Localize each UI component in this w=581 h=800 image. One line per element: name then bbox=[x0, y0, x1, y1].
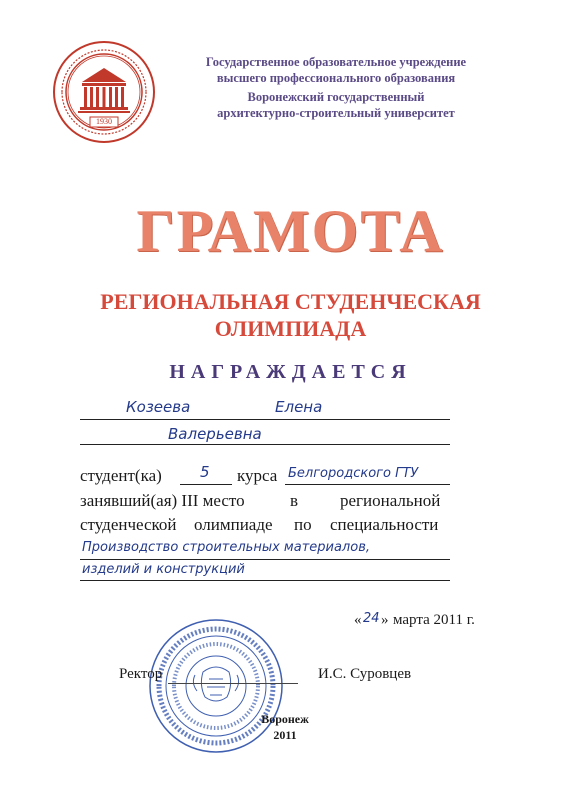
name-underline-2 bbox=[80, 444, 450, 445]
header-line-3: Воронежский государственный bbox=[247, 90, 425, 104]
place-text-regional: региональной bbox=[340, 491, 441, 510]
signature-line bbox=[168, 683, 298, 684]
olympiad-text-olympiad: олимпиаде bbox=[194, 515, 273, 534]
header-line-2: высшего профессионального образования bbox=[216, 71, 456, 85]
university-underline bbox=[285, 484, 450, 485]
university-name: Белгородского ГТУ bbox=[288, 466, 419, 481]
name-underline-1 bbox=[80, 419, 450, 420]
course-underline bbox=[180, 484, 232, 485]
specialty-line-1: Производство строительных материалов, bbox=[82, 540, 370, 555]
university-emblem-icon bbox=[52, 40, 156, 144]
date-open-quote: « bbox=[354, 612, 362, 628]
recipient-first-name: Елена bbox=[275, 398, 323, 416]
specialty-line-2: изделий и конструкций bbox=[82, 562, 245, 577]
course-label: курса bbox=[237, 466, 278, 485]
certificate-title: ГРАМОТА bbox=[136, 198, 445, 264]
issue-year: 2011 bbox=[273, 728, 297, 742]
header-line-1: Государственное образовательное учреждение bbox=[205, 55, 467, 69]
subtitle-line-1: РЕГИОНАЛЬНАЯ СТУДЕНЧЕСКАЯ bbox=[100, 289, 481, 314]
place-text-in: в bbox=[290, 491, 299, 510]
course-number: 5 bbox=[200, 463, 210, 481]
subtitle-line-2: ОЛИМПИАДА bbox=[214, 316, 367, 341]
recipient-surname: Козеева bbox=[126, 398, 191, 416]
olympiad-text-by: по bbox=[294, 515, 312, 534]
date-close-quote: » bbox=[381, 612, 389, 628]
student-label: студент(ка) bbox=[80, 466, 162, 485]
rector-name: И.С. Суровцев bbox=[318, 666, 412, 682]
date-day: 24 bbox=[363, 611, 380, 626]
rector-label: Ректор bbox=[119, 666, 163, 682]
awarded-heading: НАГРАЖДАЕТСЯ bbox=[169, 361, 412, 383]
recipient-patronymic: Валерьевна bbox=[168, 425, 262, 443]
olympiad-text-specialty: специальности bbox=[330, 515, 439, 534]
specialty-underline-1 bbox=[80, 559, 450, 560]
emblem-year: 1930 bbox=[96, 117, 112, 126]
specialty-underline-2 bbox=[80, 580, 450, 581]
city-name: Воронеж bbox=[261, 712, 309, 726]
olympiad-text-student: студенческой bbox=[80, 515, 177, 534]
date-month-year: марта 2011 г. bbox=[393, 612, 475, 628]
header-line-4: архитектурно-строительный университет bbox=[217, 106, 455, 120]
place-text: занявший(ая) III место bbox=[80, 491, 245, 510]
